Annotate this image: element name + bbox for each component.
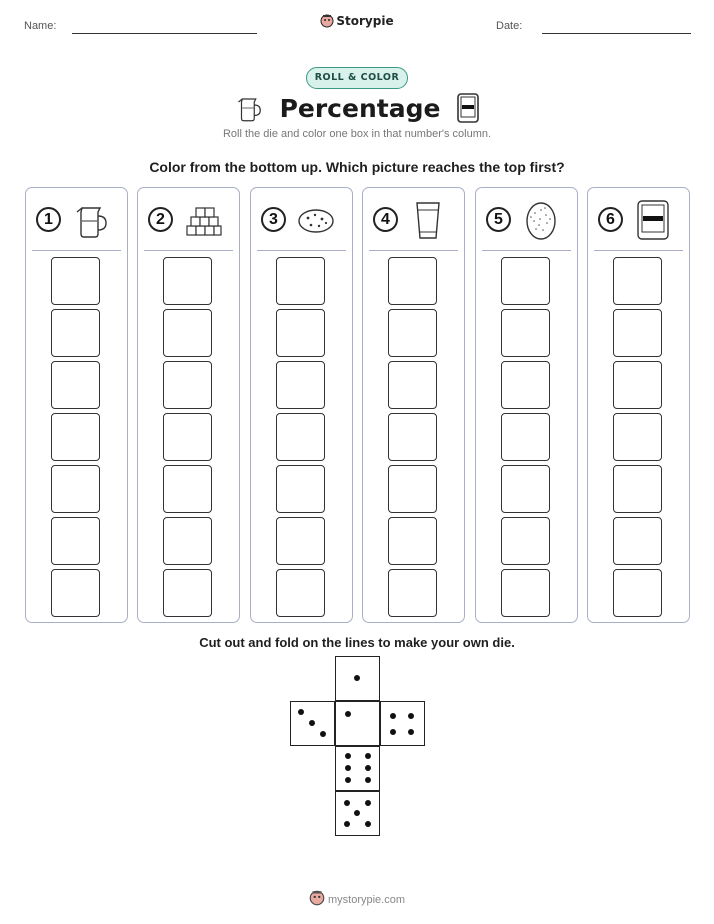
sugar-cubes-icon <box>183 200 223 240</box>
color-box-7[interactable] <box>51 257 100 305</box>
pitcher-icon <box>234 93 264 123</box>
title-row <box>0 91 714 125</box>
instructions: Color from the bottom up. Which picture reaches the top first? <box>149 159 565 175</box>
pitcher-icon <box>71 200 111 240</box>
name-line[interactable] <box>72 33 257 34</box>
die-pip <box>320 731 326 737</box>
column-header <box>588 188 689 250</box>
die-pip <box>390 729 396 735</box>
die-face-center <box>335 701 380 746</box>
column-header <box>251 188 352 250</box>
egg-icon <box>521 200 561 240</box>
die-pip <box>365 765 371 771</box>
cookie-icon <box>296 200 336 240</box>
color-box-4[interactable] <box>51 413 100 461</box>
color-box-2[interactable] <box>613 517 662 565</box>
die-pip <box>408 729 414 735</box>
column-header <box>363 188 464 250</box>
column-divider <box>257 250 346 251</box>
die-pip <box>390 713 396 719</box>
brand-name: Storypie <box>336 14 394 28</box>
column-2 <box>137 187 240 623</box>
storypie-mascot-icon <box>320 13 334 29</box>
number-circle: 6 <box>598 207 623 232</box>
die-pip <box>365 800 371 806</box>
color-box-5[interactable] <box>51 361 100 409</box>
column-1 <box>25 187 128 623</box>
die-pip <box>345 777 351 783</box>
color-box-5[interactable] <box>276 361 325 409</box>
die-pip <box>365 777 371 783</box>
color-box-5[interactable] <box>501 361 550 409</box>
date-label: Date: <box>496 20 523 32</box>
color-box-4[interactable] <box>613 413 662 461</box>
color-box-2[interactable] <box>388 517 437 565</box>
color-box-7[interactable] <box>501 257 550 305</box>
color-box-7[interactable] <box>163 257 212 305</box>
color-box-2[interactable] <box>276 517 325 565</box>
column-header <box>476 188 577 250</box>
die-pip <box>408 713 414 719</box>
color-box-1[interactable] <box>388 569 437 617</box>
color-box-2[interactable] <box>163 517 212 565</box>
color-box-4[interactable] <box>276 413 325 461</box>
die-face-top <box>335 656 380 701</box>
color-box-1[interactable] <box>51 569 100 617</box>
die-pip <box>298 709 304 715</box>
die-instructions: Cut out and fold on the lines to make your own die. <box>199 635 515 650</box>
color-box-3[interactable] <box>388 465 437 513</box>
column-header <box>138 188 239 250</box>
color-box-3[interactable] <box>163 465 212 513</box>
die-pip <box>354 675 360 681</box>
storypie-mascot-icon <box>309 889 325 907</box>
die-pip <box>344 821 350 827</box>
die-pip <box>354 810 360 816</box>
color-box-7[interactable] <box>276 257 325 305</box>
color-box-6[interactable] <box>163 309 212 357</box>
die-pip <box>365 753 371 759</box>
die-face-right <box>380 701 425 746</box>
color-box-6[interactable] <box>613 309 662 357</box>
die-pip <box>345 711 351 717</box>
color-box-4[interactable] <box>163 413 212 461</box>
color-box-1[interactable] <box>276 569 325 617</box>
color-box-5[interactable] <box>388 361 437 409</box>
die-pip <box>309 720 315 726</box>
color-box-6[interactable] <box>276 309 325 357</box>
color-box-1[interactable] <box>163 569 212 617</box>
subtitle: Roll the die and color one box in that number's column. <box>222 128 492 140</box>
column-divider <box>32 250 121 251</box>
color-box-2[interactable] <box>51 517 100 565</box>
color-box-7[interactable] <box>388 257 437 305</box>
die-face-bottom <box>335 791 380 836</box>
column-divider <box>369 250 458 251</box>
column-divider <box>482 250 571 251</box>
color-box-5[interactable] <box>613 361 662 409</box>
footer <box>0 889 714 907</box>
column-divider <box>144 250 233 251</box>
die-pip <box>365 821 371 827</box>
brand-logo <box>0 13 714 29</box>
tablet-icon <box>456 93 480 123</box>
die-pip <box>344 800 350 806</box>
color-box-3[interactable] <box>51 465 100 513</box>
color-box-7[interactable] <box>613 257 662 305</box>
column-4 <box>362 187 465 623</box>
name-label: Name: <box>24 20 57 32</box>
color-box-1[interactable] <box>501 569 550 617</box>
footer-url[interactable]: mystorypie.com <box>327 894 406 906</box>
number-circle: 1 <box>36 207 61 232</box>
die-pip <box>345 753 351 759</box>
number-circle: 4 <box>373 207 398 232</box>
die-pip <box>345 765 351 771</box>
number-circle: 5 <box>486 207 511 232</box>
date-line[interactable] <box>542 33 691 34</box>
column-3 <box>250 187 353 623</box>
glass-of-milk-icon <box>408 200 448 240</box>
color-box-4[interactable] <box>388 413 437 461</box>
color-box-3[interactable] <box>501 465 550 513</box>
number-circle: 2 <box>148 207 173 232</box>
column-5 <box>475 187 578 623</box>
column-divider <box>594 250 683 251</box>
color-box-3[interactable] <box>613 465 662 513</box>
color-box-6[interactable] <box>51 309 100 357</box>
column-header <box>26 188 127 250</box>
color-box-6[interactable] <box>388 309 437 357</box>
number-circle: 3 <box>261 207 286 232</box>
color-box-6[interactable] <box>501 309 550 357</box>
die-face-left <box>290 701 335 746</box>
color-box-4[interactable] <box>501 413 550 461</box>
color-box-2[interactable] <box>501 517 550 565</box>
color-box-1[interactable] <box>613 569 662 617</box>
activity-badge: ROLL & COLOR <box>306 67 408 89</box>
column-6 <box>587 187 690 623</box>
color-box-5[interactable] <box>163 361 212 409</box>
tablet-icon <box>633 200 673 240</box>
page-title: Percentage <box>279 93 441 123</box>
die-face-lower <box>335 746 380 791</box>
color-box-3[interactable] <box>276 465 325 513</box>
